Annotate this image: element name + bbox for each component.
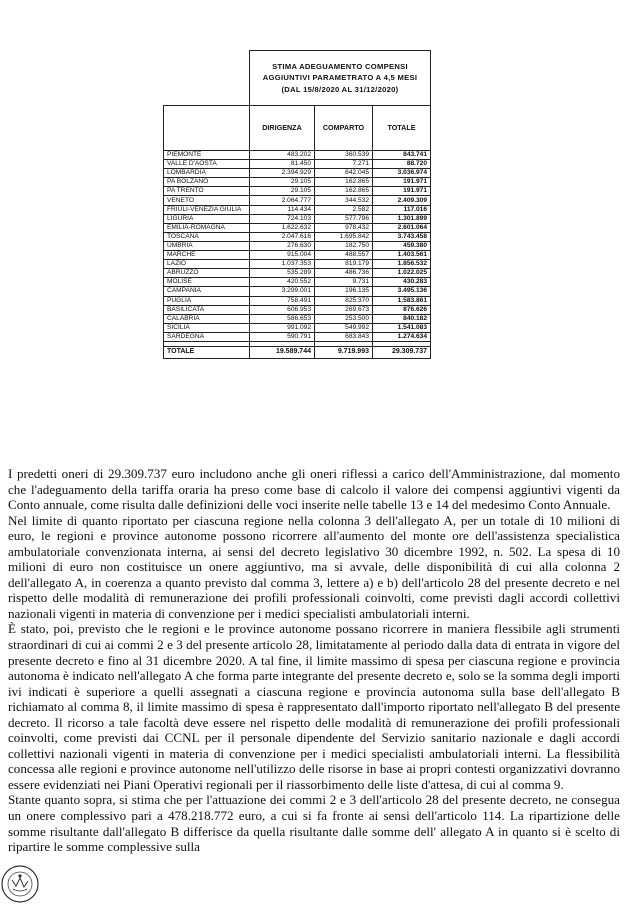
comparto-cell: 162.865: [315, 187, 373, 196]
totale-cell: 2.601.064: [373, 223, 431, 232]
dirigenza-cell: 276.630: [250, 241, 315, 250]
total-label: TOTALE: [164, 346, 250, 358]
paragraph: Nel limite di quanto riportato per ciascuna regione nella colonna 3 dell'allegato A, per un totale di 10 milioni di euro, le regioni e province autonome possono ricorrere all'aumento del monte ore dell'assistenza specialistica ambulatoriale convenzionata interna, ai sensi del decreto legislativo 30 dicembre 1992, n. 502. La spesa di 10 milioni di euro non costituisce un onere aggiuntivo, ma si avvale, delle disponibilità di cui alla colonna 2 dell'allegato A, in coerenza a quanto previsto dal comma 3, lettere a) e b) dell'articolo 28 del presente decreto e nel rispetto delle modalità di remunerazione dei profili professionali coinvolti, come previsti dagli accordi collettivi nazionali vigenti in materia di convenzione per i medici specialisti ambulatoriali interni.: [8, 512, 620, 621]
dirigenza-cell: 3.299.001: [250, 287, 315, 296]
dirigenza-cell: 724.103: [250, 214, 315, 223]
totale-cell: 3.036.974: [373, 169, 431, 178]
totale-cell: 840.182: [373, 314, 431, 323]
dirigenza-cell: 1.622.632: [250, 223, 315, 232]
totale-cell: 1.274.634: [373, 332, 431, 341]
comparto-cell: 269.673: [315, 305, 373, 314]
totale-cell: 2.409.309: [373, 196, 431, 205]
dirigenza-cell: 1.037.353: [250, 260, 315, 269]
dirigenza-cell: 586.653: [250, 314, 315, 323]
dirigenza-cell: 29.105: [250, 178, 315, 187]
region-cell: LAZIO: [164, 260, 250, 269]
region-cell: MARCHE: [164, 251, 250, 260]
comparto-cell: 2.582: [315, 205, 373, 214]
region-cell: LIGURIA: [164, 214, 250, 223]
totale-cell: 1.301.899: [373, 214, 431, 223]
region-cell: SICILIA: [164, 323, 250, 332]
region-cell: ABRUZZO: [164, 269, 250, 278]
table-row: [164, 205, 431, 214]
region-cell: PUGLIA: [164, 296, 250, 305]
dirigenza-cell: 590.791: [250, 332, 315, 341]
region-cell: VENETO: [164, 196, 250, 205]
header-totale: TOTALE: [373, 106, 431, 151]
table-row: [164, 187, 431, 196]
totale-cell: 3.495.136: [373, 287, 431, 296]
dirigenza-cell: 915.004: [250, 251, 315, 260]
table-row: [164, 169, 431, 178]
totale-cell: 459.380: [373, 241, 431, 250]
region-cell: TOSCANA: [164, 232, 250, 241]
region-cell: CALABRIA: [164, 314, 250, 323]
region-cell: VALLE D'AOSTA: [164, 160, 250, 169]
table-row: [164, 260, 431, 269]
region-cell: UMBRIA: [164, 241, 250, 250]
totale-cell: 3.743.458: [373, 232, 431, 241]
table-row: [164, 278, 431, 287]
table-row: [164, 223, 431, 232]
totale-cell: 1.541.083: [373, 323, 431, 332]
region-cell: PA TRENTO: [164, 187, 250, 196]
table-row: [164, 296, 431, 305]
comparto-cell: 486.736: [315, 269, 373, 278]
dirigenza-cell: 483.202: [250, 151, 315, 160]
table-row: [164, 287, 431, 296]
comparto-cell: 683.843: [315, 332, 373, 341]
comparto-cell: 549.992: [315, 323, 373, 332]
comparto-cell: 182.750: [315, 241, 373, 250]
totale-cell: 191.971: [373, 178, 431, 187]
comparto-cell: 642.045: [315, 169, 373, 178]
table-row: [164, 214, 431, 223]
totale-cell: 1.856.532: [373, 260, 431, 269]
body-text: [8, 466, 620, 855]
table-total-row: [164, 346, 431, 358]
totale-cell: 1.022.025: [373, 269, 431, 278]
dirigenza-cell: 81.450: [250, 160, 315, 169]
comparto-cell: 162.865: [315, 178, 373, 187]
table-row: [164, 251, 431, 260]
comparto-cell: 360.539: [315, 151, 373, 160]
totale-cell: 88.720: [373, 160, 431, 169]
paragraph: Stante quanto sopra, si stima che per l'attuazione dei commi 2 e 3 dell'articolo 28 del presente decreto, ne consegua un onere complessivo pari a 478.218.772 euro, a cui si fa fronte ai sensi dell'articolo 114. La ripartizione delle somme risultante dall'allegato B differisce da quella risultante dalle somme dell' allegato A in quanto si è scelto di ripartire le somme complessive sulla: [8, 792, 620, 855]
dirigenza-cell: 606.953: [250, 305, 315, 314]
table-row: [164, 269, 431, 278]
table-row: [164, 323, 431, 332]
paragraph: I predetti oneri di 29.309.737 euro includono anche gli oneri riflessi a carico dell'Amministrazione, dal momento che l'adeguamento della tariffa oraria ha preso come base di calcolo il valore dei compensi aggiuntivi vigenti da Conto annuale, come risulta dalle definizioni delle voci inserite nelle tabelle 13 e 14 del medesimo Conto Annuale.: [8, 466, 620, 513]
dirigenza-cell: 114.434: [250, 205, 315, 214]
paragraph: È stato, poi, previsto che le regioni e le province autonome possano ricorrere in maniera flessibile agli strumenti straordinari di cui ai commi 2 e 3 del presente articolo 28, limitatamente al periodo dalla data di entrata in vigore del presente decreto e fino al 31 dicembre 2020. A tal fine, il limite massimo di spesa per ciascuna regione e provincia autonoma è indicato nell'allegato A che forma parte integrante del presente decreto e, solo se la somma degli importi ivi indicati è superiore a quelli assegnati a ciascuna regione e provincia autonoma sulla base dell'allegato B richiamato al comma 8, il limite massimo di spesa è rappresentato dall'importo riportato nell'allegato B del presente decreto. Il ricorso a tale facoltà deve essere nel rispetto delle modalità di remunerazione dei profili professionali coinvolti, come previsti dai CCNL per il personale dipendente del Servizio sanitario nazionale e dagli accordi collettivi nazionali vigenti in materia di convenzione per i medici specialisti ambulatoriali interni. La flessibilità concessa alle regioni e province autonome nell'utilizzo delle risorse in base ai propri contesti organizzativi dovranno essere evidenziati nei Piani Operativi regionali per il riassorbimento delle liste d'attesa, di cui al comma 9.: [8, 621, 620, 792]
table-row: [164, 241, 431, 250]
totale-cell: 430.283: [373, 278, 431, 287]
region-cell: BASILICATA: [164, 305, 250, 314]
table-row: [164, 332, 431, 341]
table-row: [164, 160, 431, 169]
region-cell: PIEMONTE: [164, 151, 250, 160]
totale-cell: 843.741: [373, 151, 431, 160]
totale-cell: 1.583.861: [373, 296, 431, 305]
comparto-cell: 253.500: [315, 314, 373, 323]
official-seal-stamp: [0, 856, 44, 906]
totale-cell: 191.971: [373, 187, 431, 196]
region-cell: FRIULI-VENEZIA GIULIA: [164, 205, 250, 214]
table-title: STIMA ADEGUAMENTO COMPENSI AGGIUNTIVI PARAMETRATO A 4,5 MESI (DAL 15/8/2020 AL 31/12/2020): [250, 51, 431, 106]
totale-cell: 876.626: [373, 305, 431, 314]
header-dirigenza: DIRIGENZA: [250, 106, 315, 151]
total-comparto: 9.719.993: [315, 346, 373, 358]
dirigenza-cell: 29.105: [250, 187, 315, 196]
region-cell: MOLISE: [164, 278, 250, 287]
dirigenza-cell: 2.064.777: [250, 196, 315, 205]
dirigenza-cell: 991.092: [250, 323, 315, 332]
region-cell: EMILIA-ROMAGNA: [164, 223, 250, 232]
table-row: [164, 178, 431, 187]
comparto-cell: 7.271: [315, 160, 373, 169]
comparto-cell: 978.432: [315, 223, 373, 232]
totale-cell: 1.403.561: [373, 251, 431, 260]
dirigenza-cell: 758.491: [250, 296, 315, 305]
comparto-cell: 1.695.842: [315, 232, 373, 241]
table-title-row: [164, 51, 431, 106]
compensation-table: [163, 50, 431, 359]
region-cell: CAMPANIA: [164, 287, 250, 296]
header-comparto: COMPARTO: [315, 106, 373, 151]
table-row: [164, 305, 431, 314]
dirigenza-cell: 2.394.929: [250, 169, 315, 178]
comparto-cell: 577.796: [315, 214, 373, 223]
table-row: [164, 232, 431, 241]
table-row: [164, 151, 431, 160]
totale-cell: 117.016: [373, 205, 431, 214]
dirigenza-cell: 535.289: [250, 269, 315, 278]
comparto-cell: 819.179: [315, 260, 373, 269]
total-dirigenza: 19.589.744: [250, 346, 315, 358]
table-row: [164, 314, 431, 323]
table-header-row: [164, 106, 431, 151]
table-body: [164, 151, 431, 342]
dirigenza-cell: 2.047.616: [250, 232, 315, 241]
comparto-cell: 825.370: [315, 296, 373, 305]
comparto-cell: 488.557: [315, 251, 373, 260]
comparto-cell: 196.135: [315, 287, 373, 296]
total-totale: 29.309.737: [373, 346, 431, 358]
comparto-cell: 9.731: [315, 278, 373, 287]
comparto-cell: 344.532: [315, 196, 373, 205]
region-cell: SARDEGNA: [164, 332, 250, 341]
region-cell: PA BOLZANO: [164, 178, 250, 187]
dirigenza-cell: 420.552: [250, 278, 315, 287]
region-cell: LOMBARDIA: [164, 169, 250, 178]
table-row: [164, 196, 431, 205]
